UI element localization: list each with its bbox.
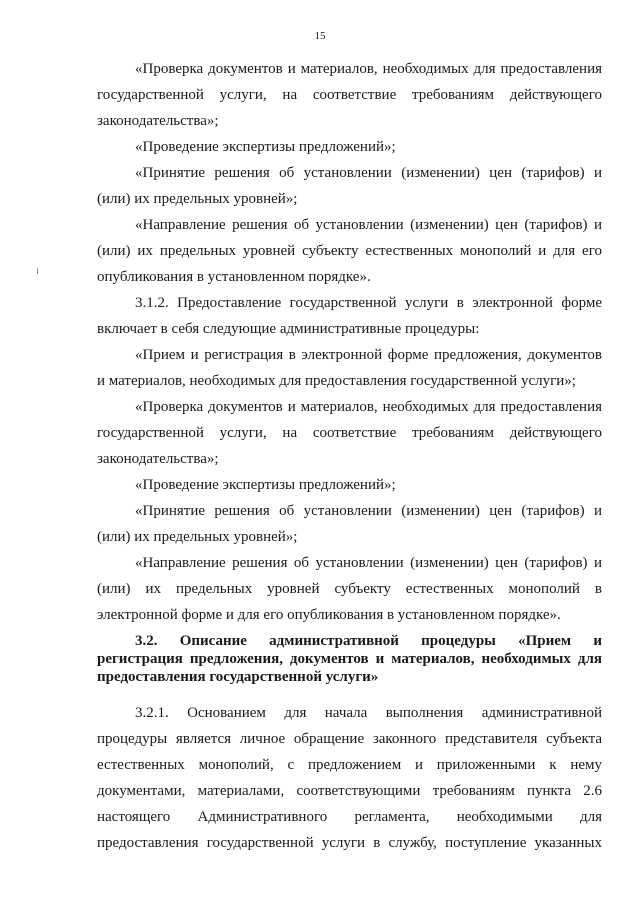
- page-number: 15: [314, 30, 326, 42]
- text-line: законодательства»;: [97, 451, 219, 467]
- text-line: «Направление решения об установлении (изменении) цен (тарифов) и: [135, 217, 602, 233]
- text-line: «Принятие решения об установлении (изменении) цен (тарифов) и: [135, 503, 602, 519]
- text-line: опубликования в установленном порядке».: [97, 269, 371, 285]
- text-line: и материалов, необходимых для предоставления государственной услуги»;: [97, 373, 576, 389]
- text-line: «Проведение экспертизы предложений»;: [135, 477, 396, 493]
- text-line: «Направление решения об установлении (изменении) цен (тарифов) и: [135, 555, 602, 571]
- margin-mark: [37, 268, 38, 274]
- text-line: (или) их предельных уровней»;: [97, 529, 298, 545]
- text-line: государственной услуги, на соответствие требованиям действующего: [97, 425, 602, 441]
- text-line: (или) их предельных уровней субъекту естественных монополий и для его: [97, 243, 602, 259]
- text-line: электронной форме и для его опубликования в установленном порядке».: [97, 607, 561, 623]
- text-line: (или) их предельных уровней субъекту естественных монополий в: [97, 581, 602, 597]
- section-heading-line: регистрация предложения, документов и материалов, необходимых для: [97, 651, 602, 667]
- text-line: документами, материалами, соответствующими требованиям пункта 2.6: [97, 783, 602, 799]
- text-line: «Проведение экспертизы предложений»;: [135, 139, 396, 155]
- text-line: процедуры является личное обращение законного представителя субъекта: [97, 731, 602, 747]
- text-line: (или) их предельных уровней»;: [97, 191, 298, 207]
- text-line: включает в себя следующие административные процедуры:: [97, 321, 480, 337]
- section-heading-line: предоставления государственной услуги»: [97, 669, 379, 685]
- text-line: «Принятие решения об установлении (изменении) цен (тарифов) и: [135, 165, 602, 181]
- text-line: 3.1.2. Предоставление государственной услуги в электронной форме: [135, 295, 602, 311]
- text-line: предоставления государственной услуги в службу, поступление указанных: [97, 835, 602, 851]
- section-heading-line: 3.2. Описание административной процедуры «Прием и: [135, 633, 602, 649]
- text-line: государственной услуги, на соответствие требованиям действующего: [97, 87, 602, 103]
- text-line: «Проверка документов и материалов, необходимых для предоставления: [135, 399, 602, 415]
- text-line: законодательства»;: [97, 113, 219, 129]
- text-line: «Прием и регистрация в электронной форме предложения, документов: [135, 347, 602, 363]
- text-line: «Проверка документов и материалов, необходимых для предоставления: [135, 61, 602, 77]
- text-line: 3.2.1. Основанием для начала выполнения административной: [135, 705, 602, 721]
- text-line: настоящего Административного регламента, необходимыми для: [97, 809, 602, 825]
- text-line: естественных монополий, с предложением и приложенными к нему: [97, 757, 602, 773]
